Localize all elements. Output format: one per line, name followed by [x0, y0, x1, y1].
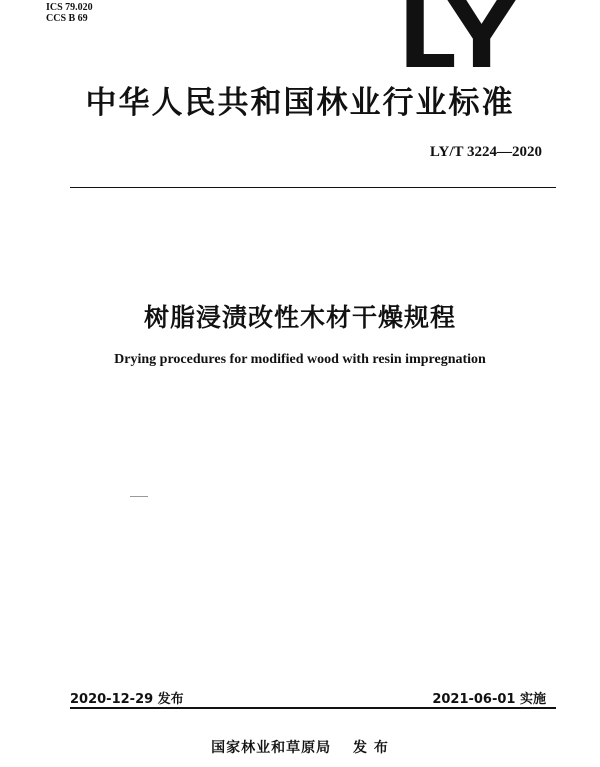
header-divider: [70, 187, 556, 188]
decorative-dash: [130, 496, 148, 497]
publish-word: 发 布: [353, 740, 389, 756]
document-title: 树脂浸渍改性木材干燥规程: [143, 303, 456, 332]
release-date: 2020-12-29 发布: [70, 692, 184, 707]
classification-codes: [46, 2, 93, 24]
standard-logo: LY: [398, 0, 521, 89]
document-title-english: Drying procedures for modified wood with resin impregnation: [114, 352, 486, 367]
ics-code: ICS 79.020: [46, 2, 93, 13]
footer-divider: [70, 707, 556, 709]
publisher-line: [0, 737, 600, 757]
implement-date: 2021-06-01 实施: [432, 692, 546, 707]
ccs-code: CCS B 69: [46, 13, 88, 24]
standard-title: 中华人民共和国林业行业标准: [85, 85, 515, 121]
standard-code: LY/T 3224—2020: [429, 144, 542, 160]
publisher-name: 国家林业和草原局: [211, 740, 332, 756]
